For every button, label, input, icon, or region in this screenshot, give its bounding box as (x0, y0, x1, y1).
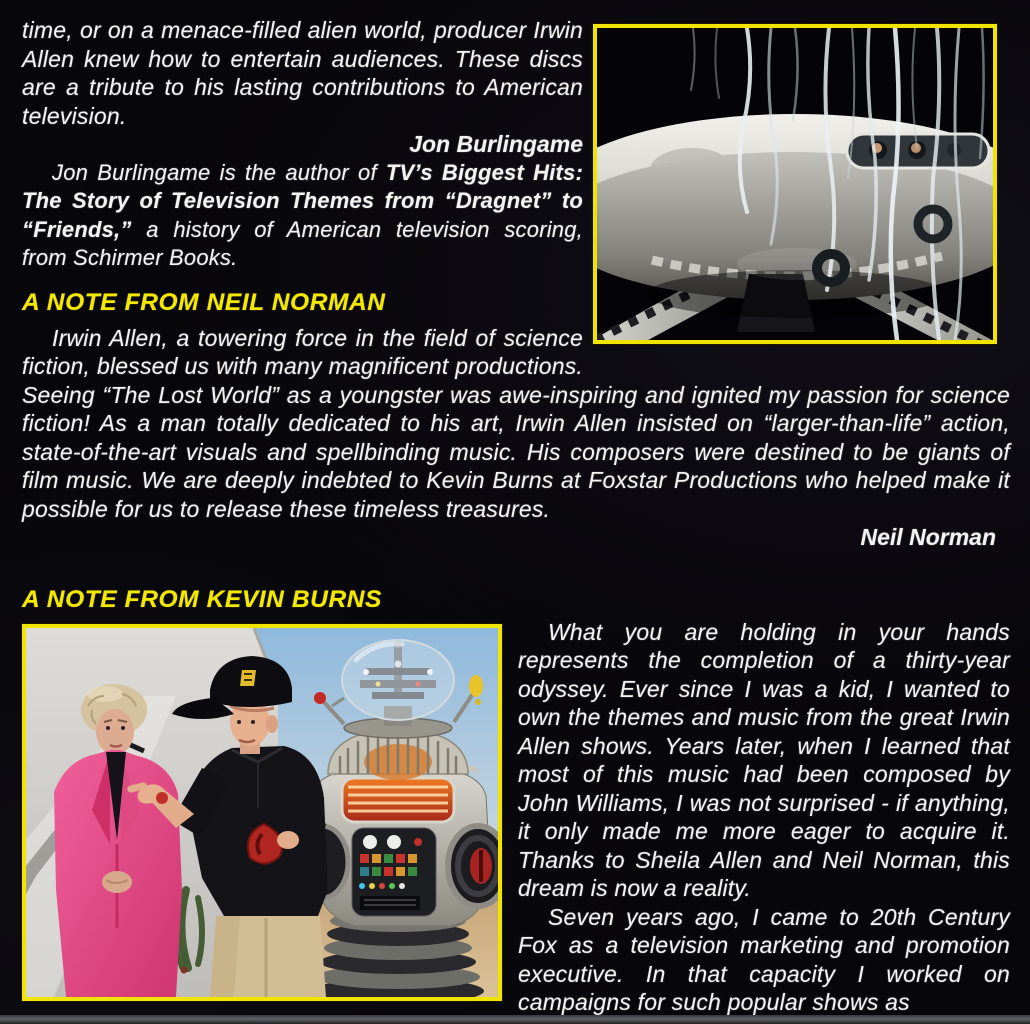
robot-group-illustration (26, 628, 498, 997)
bio-text-part3: a history of American television scoring, from Schirmer Books. (22, 216, 583, 270)
robot-bubble-dome (342, 640, 454, 720)
kevin-burns-paragraph-1: What you are holding in your hands represents the completion of a thirty-year odyssey. Ever since I was a kid, I wanted to own the themes and music from the great Irwin Allen shows. Years later, when I learned that most of this music had been composed by John Williams, I was not surprised - if anything, it only made me more eager to acquire it. Thanks to Sheila Allen and Neil Norman, this dream is now a reality. (518, 618, 1010, 901)
photo-jupiter2-saucer (593, 24, 997, 344)
intro-paragraph: time, or on a menace-filled alien world, producer Irwin Allen knew how to entertain audiences. These discs are a tribute to his lasting contributions to American television. (22, 17, 583, 129)
byline-neil-norman: Neil Norman (860, 524, 996, 550)
byline-jon-burlingame: Jon Burlingame (409, 131, 583, 157)
scan-bottom-edge (0, 1015, 1030, 1024)
bio-book-title: TV’s Biggest Hits: The Story of Television Themes from “Dragnet” to “Friends,” (22, 159, 583, 242)
photo-robot-group (22, 624, 502, 1001)
jupiter2-saucer-illustration (597, 28, 993, 340)
heading-note-from-neil-norman: A NOTE FROM NEIL NORMAN (22, 288, 386, 316)
heading-note-from-kevin-burns: A NOTE FROM KEVIN BURNS (22, 585, 382, 613)
bio-text-part1: Jon Burlingame is the author of (52, 159, 386, 185)
neil-norman-paragraph: Irwin Allen, a towering force in the field of science fiction, blessed us with many magnificent productions. Seeing “The Lost World” as a youngster was awe-inspiring and ignited my passion for science fiction! As a man totally dedicated to his art, Irwin Allen insisted on “larger-than-life” action, state-of-the-art visuals and spellbinding music. His composers were destined to be giants of film music. We are deeply indebted to Kevin Burns at Foxstar Productions who helped make it possible for us to release these timeless treasures. (22, 324, 1010, 522)
kevin-burns-paragraph-2: Seven years ago, I came to 20th Century Fox as a television marketing and promotion executive. In that capacity I worked on campaigns for such popular shows as (518, 903, 1010, 1015)
